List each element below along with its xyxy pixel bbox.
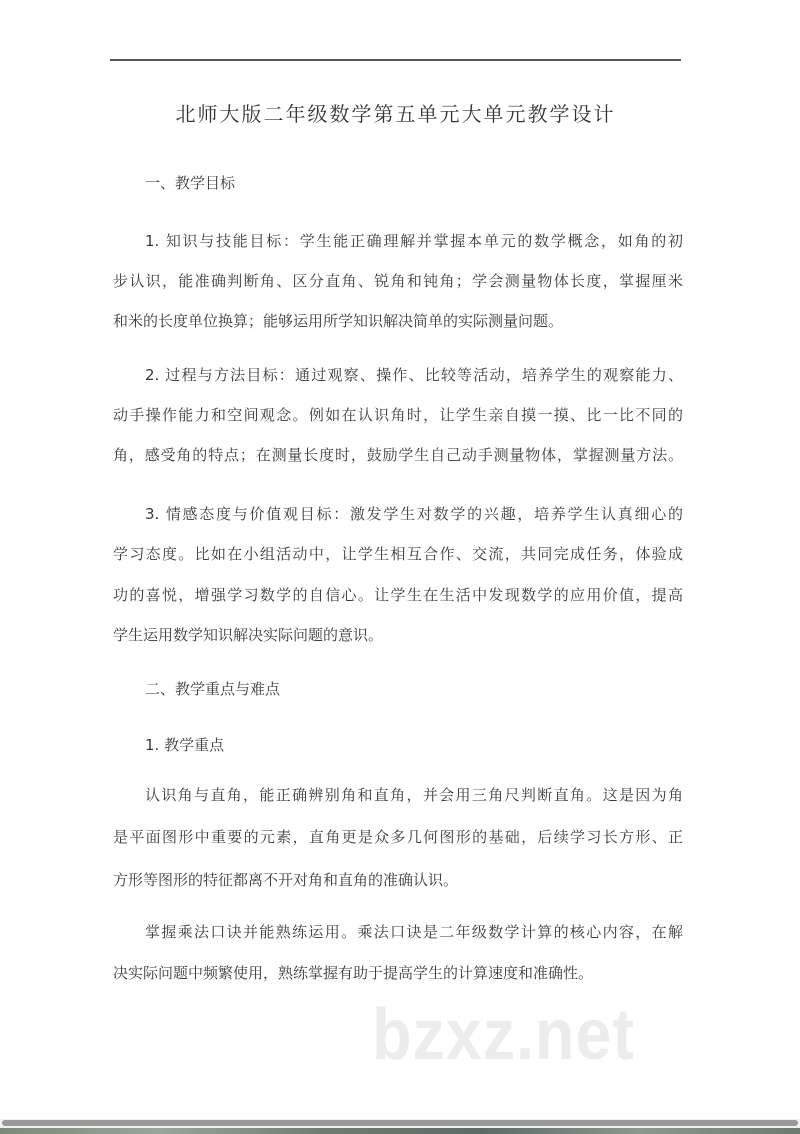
paragraph-line: 是平面图形中重要的元素，直角更是众多几何图形的基础，后续学习长方形、正	[113, 828, 683, 846]
paragraph-line: 掌握乘法口诀并能熟练运用。乘法口诀是二年级数学计算的核心内容，在解	[145, 923, 683, 941]
section-heading: 一、教学目标	[145, 174, 236, 192]
paragraph-line: 和米的长度单位换算；能够运用所学知识解决简单的实际测量问题。	[113, 312, 564, 330]
paragraph-line: 动手操作能力和空间观念。例如在认识角时，让学生亲自摸一摸、比一比不同的	[113, 406, 683, 424]
paragraph-line: 决实际问题中频繁使用，熟练掌握有助于提高学生的计算速度和准确性。	[113, 964, 594, 982]
paragraph-line: 认识角与直角，能正确辨别角和直角，并会用三角尺判断直角。这是因为角	[145, 786, 683, 804]
paragraph-line: 1. 知识与技能目标：学生能正确理解并掌握本单元的数学概念，如角的初	[145, 232, 683, 250]
paragraph-line: 2. 过程与方法目标：通过观察、操作、比较等活动，培养学生的观察能力、	[145, 366, 683, 384]
document-title: 北师大版二年级数学第五单元大单元教学设计	[175, 102, 616, 126]
paragraph-line: 学生运用数学知识解决实际问题的意识。	[113, 626, 384, 644]
horizontal-scrollbar[interactable]	[0, 1119, 800, 1128]
subsection-heading: 1. 教学重点	[145, 736, 225, 754]
background-image-strip	[0, 1128, 800, 1134]
section-heading: 二、教学重点与难点	[145, 680, 281, 698]
watermark: bzxz.net	[372, 995, 635, 1075]
paragraph-line: 3. 情感态度与价值观目标：激发学生对数学的兴趣，培养学生认真细心的	[145, 505, 683, 523]
scrollbar-thumb[interactable]	[2, 1120, 798, 1126]
header-rule	[110, 59, 681, 61]
paragraph-line: 步认识，能准确判断角、区分直角、锐角和钝角；学会测量物体长度，掌握厘米	[113, 272, 683, 290]
paragraph-line: 角，感受角的特点；在测量长度时，鼓励学生自己动手测量物体，掌握测量方法。	[113, 446, 683, 464]
paragraph-line: 功的喜悦，增强学习数学的自信心。让学生在生活中发现数学的应用价值，提高	[113, 586, 683, 604]
paragraph-line: 学习态度。比如在小组活动中，让学生相互合作、交流，共同完成任务，体验成	[113, 545, 683, 563]
paragraph-line: 方形等图形的特征都离不开对角和直角的准确认识。	[113, 871, 459, 889]
